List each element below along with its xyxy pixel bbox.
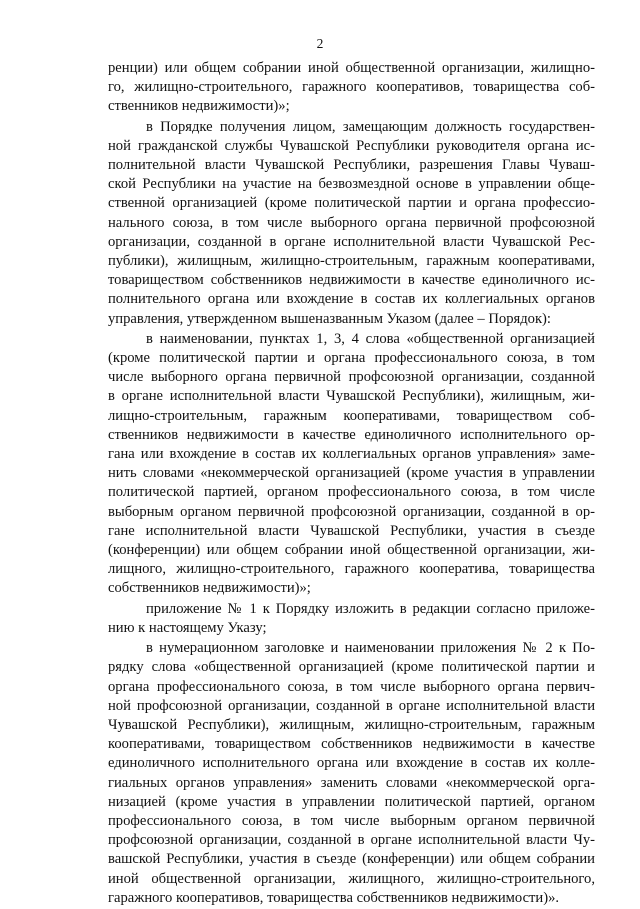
text-line: органа профессионального союза, в том числе выборного органа первич-	[108, 678, 595, 695]
text-line: лищного, жилищно-строительного, гаражного кооператива, товарищества	[108, 561, 595, 578]
text-line: в нумерационном заголовке и наименовании приложения № 2 к По-	[146, 640, 595, 657]
text-line: ственников недвижимости в качестве единоличного исполнительного ор-	[108, 426, 595, 443]
text-line: в органе исполнительной власти Чувашской Республики), жилищным, жи-	[108, 388, 595, 405]
text-line: гана или вхождение в состав их коллегиальных органов управления» заме-	[108, 446, 595, 463]
text-line: иной общественной организации, жилищного, жилищно-строительного,	[108, 870, 595, 887]
text-line: товариществом собственников недвижимости в качестве единоличного ис-	[108, 272, 595, 289]
page-number: 2	[316, 36, 324, 51]
document-body	[108, 59, 595, 909]
paragraph-poryadok-intro	[108, 118, 595, 329]
text-line: гане исполнительной власти Чувашской Республики, участия в съезде	[108, 522, 595, 539]
text-line: гиальных органов управления» заменить словами «некоммерческой орга-	[108, 774, 595, 791]
text-line: низацией (кроме участия в управлении политической партией, органом	[108, 793, 595, 810]
text-line: приложение № 1 к Порядку изложить в редакции согласно приложе-	[146, 600, 595, 617]
paragraph-continuation	[108, 59, 595, 117]
text-line: ственной организацией (кроме политической партии и органа профессио-	[108, 195, 595, 212]
text-line: ственников недвижимости)»;	[108, 98, 290, 115]
text-line: полнительной власти Чувашской Республики, разрешения Главы Чуваш-	[108, 157, 595, 174]
text-line: политической партией, органом профессионального союза, в том числе	[108, 484, 595, 501]
text-line: профсоюзной организации, созданной в органе исполнительной власти Чу-	[108, 832, 595, 849]
text-line: (кроме политической партии и органа профессионального союза, в том	[108, 350, 595, 367]
text-line: рядку слова «общественной организацией (кроме политической партии и	[108, 659, 595, 676]
text-line: гаражного кооперативов, товарищества собственников недвижимости)».	[108, 889, 560, 906]
text-line: в наименовании, пунктах 1, 3, 4 слова «общественной организацией	[146, 330, 595, 347]
paragraph-prilozhenie-2	[108, 639, 595, 908]
text-line: вашской Республики, участия в съезде (конференции) или общем собрании	[108, 851, 595, 868]
text-line: единоличного исполнительного органа или вхождение в состав их колле-	[108, 755, 595, 772]
paragraph-prilozhenie-1	[108, 600, 595, 638]
text-line: нального союза, в том числе выборного органа первичной профсоюзной	[108, 214, 595, 231]
text-line: числе выборного органа первичной профсоюзной организации, созданной	[108, 369, 595, 386]
text-line: собственников недвижимости)»;	[108, 580, 311, 597]
text-line: кооперативами, товариществом собственников недвижимости в качестве	[108, 736, 595, 753]
text-line: Чувашской Республики), жилищным, жилищно-строительным, гаражным	[108, 716, 595, 733]
text-line: ной гражданской службы Чувашской Республики руководителя органа ис-	[108, 137, 595, 154]
text-line: ной профсоюзной организации, созданной в органе исполнительной власти	[108, 697, 595, 714]
paragraph-naimenovanie-punkty	[108, 330, 595, 599]
text-line: профессионального союза, в том числе выборным органом первичной	[108, 812, 595, 829]
text-line: (конференции) или общем собрании иной общественной организации, жи-	[108, 542, 595, 559]
text-line: нию к настоящему Указу;	[108, 619, 267, 636]
text-line: полнительного органа или вхождение в состав их коллегиальных органов	[108, 291, 595, 308]
text-line: публики), жилищным, жилищно-строительным, гаражным кооперативами,	[108, 253, 595, 270]
text-line: организации, созданной в органе исполнительной власти Чувашской Рес-	[108, 233, 595, 250]
text-line: нить словами «некоммерческой организацией (кроме участия в управлении	[108, 465, 595, 482]
text-line: в Порядке получения лицом, замещающим должность государствен-	[146, 118, 595, 135]
text-line: выборным органом первичной профсоюзной организации, созданной в ор-	[108, 503, 595, 520]
text-line: го, жилищно-строительного, гаражного кооперативов, товарищества соб-	[108, 79, 595, 96]
text-line: ренции) или общем собрании иной общественной организации, жилищно-	[108, 60, 595, 76]
text-line: лищно-строительным, гаражным кооперативами, товариществом соб-	[108, 407, 595, 424]
text-line: управления, утвержденном вышеназванным Указом (далее – Порядок):	[108, 310, 551, 327]
text-line: ской Республики на участие на безвозмездной основе в управлении обще-	[108, 176, 595, 193]
